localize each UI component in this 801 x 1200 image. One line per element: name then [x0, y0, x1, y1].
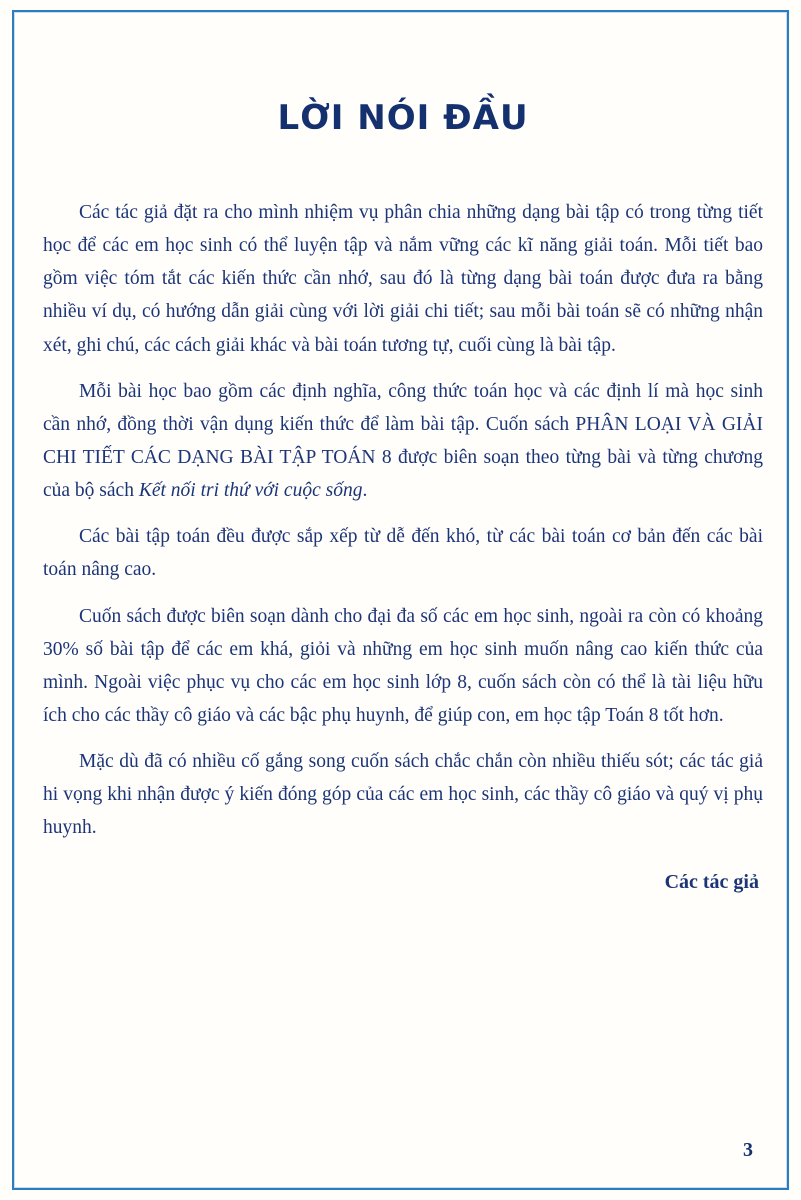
paragraph-2-period: .: [362, 480, 368, 502]
paragraph-1: Các tác giả đặt ra cho mình nhiệm vụ phân chia những dạng bài tập có trong từng tiết học để các em học sinh có thể luyện tập và nắm vững các kĩ năng giải toán. Mỗi tiết bao gồm việc tóm tắt các kiến thức cần nhớ, sau đó là từng dạng bài toán được đưa ra bằng nhiều ví dụ, có hướng dẫn giải cùng với lời giải chi tiết; sau mỗi bài toán sẽ có những nhận xét, ghi chú, các cách giải khác và bài toán tương tự, cuối cùng là bài tập.: [43, 202, 763, 356]
paragraph-5: Mặc dù đã có nhiều cố gắng song cuốn sách chắc chắn còn nhiều thiếu sót; các tác giả hi vọng khi nhận được ý kiến đóng góp của các em học sinh, các thầy cô giáo và quý vị phụ huynh.: [43, 751, 763, 839]
page-title: LỜI NÓI ĐẦU: [277, 98, 529, 138]
author-signature: Các tác giả: [664, 870, 759, 893]
paragraph-2: [43, 375, 763, 508]
paragraph-4: Cuốn sách được biên soạn dành cho đại đa số các em học sinh, ngoài ra còn có khoảng 30% số bài tập để các em khá, giỏi và những em học sinh muốn nâng cao kiến thức của mình. Ngoài việc phục vụ cho các em học sinh lớp 8, cuốn sách còn có thể là tài liệu hữu ích cho các thầy cô giáo và các bậc phụ huynh, để giúp con, em học tập Toán 8 tốt hơn.: [43, 605, 763, 726]
page-content: [43, 0, 763, 894]
page-number: 3: [743, 1139, 753, 1161]
paragraph-3: Các bài tập toán đều được sắp xếp từ dễ đến khó, từ các bài toán cơ bản đến các bài toán nâng cao.: [43, 526, 763, 581]
book-series-title: Kết nối tri thứ với cuộc sống: [138, 480, 363, 502]
paragraph-2-text: Mỗi bài học bao gồm các định nghĩa, công thức toán học và các định lí mà học sinh cần nhớ, đồng thời vận dụng kiến thức để làm bài tập. Cuốn sách PHÂN LOẠI VÀ GIẢI CHI TIẾT CÁC DẠNG BÀI TẬP TOÁN 8 được biên soạn theo từng bài và từng chương của bộ sách: [43, 380, 763, 502]
